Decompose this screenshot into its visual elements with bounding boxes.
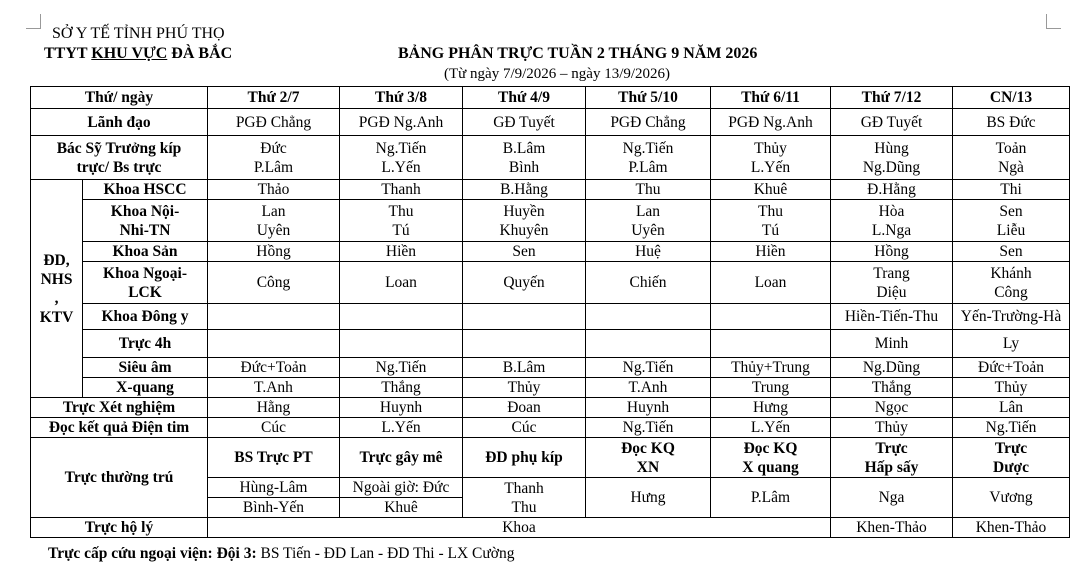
doctors-row [31,136,1070,180]
table-cell: Minh [831,330,953,358]
table-cell: Ng.Tiến [586,358,711,378]
row-label: Trực 4h [83,330,208,358]
table-cell [831,136,953,180]
table-cell: Công [208,262,340,304]
header-row [31,87,1070,109]
table-cell: Đ.Hằng [831,180,953,200]
table-cell: L.Yến [711,418,831,438]
table-cell [711,330,831,358]
san-row [31,242,1070,262]
hscc-row [31,180,1070,200]
cell-line: Liễu [996,221,1026,239]
table-cell: Sen [953,242,1070,262]
table-cell: GĐ Tuyết [831,109,953,136]
footer-note [48,545,514,563]
cell-line: Trực [875,439,908,457]
cell-line: Ng.Dũng [862,158,921,176]
table-cell [208,330,340,358]
corner-crop-mark-left [26,14,41,29]
cell-line: L.Nga [871,221,912,239]
cell-line: Lan [635,202,661,220]
table-cell: Trung [711,378,831,398]
table-cell: Thi [953,180,1070,200]
table-cell [463,200,586,242]
table-cell [711,304,831,330]
cell-line: Thu [388,202,414,220]
table-cell: Ng.Dũng [831,358,953,378]
thuongtru-header-row [31,438,1070,478]
cell-line: Thủy [754,139,787,157]
cell-line: Huyền [503,202,545,220]
table-cell [340,330,463,358]
subheader-cell [711,438,831,478]
cell-line: Dược [993,458,1029,476]
page-title: BẢNG PHÂN TRỰC TUẦN 2 THÁNG 9 NĂM 2026 [398,45,758,62]
table-cell: P.Lâm [711,478,831,518]
table-cell: L.Yến [340,418,463,438]
row-label-line: Bác Sỹ Trưởng kíp [56,139,182,157]
table-cell: Lân [953,398,1070,418]
row-label: Trực hộ lý [31,518,208,538]
subheader-cell: Trực gây mê [340,438,463,478]
table-cell: Khuê [711,180,831,200]
subheader-cell [831,438,953,478]
dongy-row [31,304,1070,330]
cell-line: L.Yến [750,158,791,176]
table-cell [208,200,340,242]
table-cell: Chiến [586,262,711,304]
table-cell: Loan [340,262,463,304]
day-header: Thứ 3/8 [340,87,463,109]
table-cell [831,200,953,242]
table-cell [831,262,953,304]
row-label: Khoa HSCC [83,180,208,200]
table-cell: PGĐ Chẳng [586,109,711,136]
row-label: Khoa Đông y [83,304,208,330]
table-cell: T.Anh [586,378,711,398]
cell-line: P.Lâm [628,158,668,176]
row-label-line: trực/ Bs trực [76,158,162,176]
table-cell: Thủy+Trung [711,358,831,378]
org-line-1: SỞ Y TẾ TỈNH PHÚ THỌ [52,25,225,42]
table-cell: B.Lâm [463,358,586,378]
cell-line: Bình [508,158,540,176]
table-cell: Sen [463,242,586,262]
table-cell [711,136,831,180]
table-cell [340,136,463,180]
row-label: Khoa Sản [83,242,208,262]
table-cell: Vương [953,478,1070,518]
cell-line: Đức [260,139,287,157]
subheader-cell: BS Trực PT [208,438,340,478]
ngoai-row [31,262,1070,304]
table-cell [463,330,586,358]
cell-line: Uyên [256,221,291,239]
row-label: Trực Xét nghiệm [31,398,208,418]
table-cell: Huynh [340,398,463,418]
table-cell: Cúc [208,418,340,438]
row-label [83,200,208,242]
group-label-line: NHS [40,270,73,288]
table-cell: Hằng [208,398,340,418]
cell-line: Tú [761,221,780,239]
org-line-2-pre: TTYT [44,45,92,62]
table-cell [463,136,586,180]
table-cell: Hiền [711,242,831,262]
table-cell [586,200,711,242]
header-label: Thứ/ ngày [31,87,208,109]
table-cell: Thanh [340,180,463,200]
day-header: Thứ 6/11 [711,87,831,109]
table-cell: GĐ Tuyết [463,109,586,136]
leadership-row [31,109,1070,136]
footer-normal: BS Tiến - ĐD Lan - ĐD Thi - LX Cường [256,545,515,562]
cell-line: XN [636,458,660,476]
cell-line: Đọc KQ [621,439,675,457]
group-label-line: ĐD, [43,251,70,269]
table-cell [208,304,340,330]
table-cell: Thu [586,180,711,200]
table-cell: Đức+Toản [208,358,340,378]
xetnghiem-row [31,398,1070,418]
table-cell: Đoan [463,398,586,418]
footer-bold: Trực cấp cứu ngoại viện: Đội 3: [48,545,257,562]
cell-line: Trực [994,439,1028,457]
day-header: Thứ 5/10 [586,87,711,109]
day-header: Thứ 4/9 [463,87,586,109]
group-label-line: KTV [39,308,74,326]
day-header: Thứ 2/7 [208,87,340,109]
cell-line: Đọc KQ [743,439,798,457]
table-cell: Hiền [340,242,463,262]
row-label: Trực thường trú [31,438,208,518]
row-label [83,262,208,304]
table-cell: Ly [953,330,1070,358]
day-header: CN/13 [953,87,1070,109]
noi-row [31,200,1070,242]
cell-line: Công [994,283,1028,301]
truc4h-row [31,330,1070,358]
row-label: Siêu âm [83,358,208,378]
table-cell: Bình-Yến [208,498,340,518]
table-cell: Loan [711,262,831,304]
table-cell [340,304,463,330]
page-subtitle: (Từ ngày 7/9/2026 – ngày 13/9/2026) [444,66,671,82]
cell-line: Thu [758,202,783,220]
row-label: Lãnh đạo [31,109,208,136]
cell-line: Tú [392,221,410,239]
day-header: Thứ 7/12 [831,87,953,109]
cell-line: Thanh [504,479,544,497]
cell-line: Toản [995,139,1027,157]
row-label-line: Khoa Ngoại- [103,264,187,282]
cell-line: Diệu [876,283,907,301]
table-cell: Huynh [586,398,711,418]
table-cell [208,136,340,180]
table-cell: Đức+Toản [953,358,1070,378]
table-cell: Hùng-Lâm [208,478,340,498]
cell-line: X quang [742,458,799,476]
row-label-line: Khoa Nội- [110,202,180,220]
table-cell [463,478,586,518]
table-cell: Ng.Tiến [586,418,711,438]
cell-line: Sen [999,202,1023,220]
table-cell: PGĐ Ng.Anh [340,109,463,136]
corner-crop-mark-right [1046,14,1061,29]
cell-line: P.Lâm [253,158,294,176]
cell-line: Hùng [874,139,909,157]
table-cell: Ng.Tiến [953,418,1070,438]
table-cell: B.Hằng [463,180,586,200]
table-cell: PGĐ Ng.Anh [711,109,831,136]
table-cell: Yến-Trường-Hà [953,304,1070,330]
subheader-cell: ĐD phụ kíp [463,438,586,478]
cell-line: Lan [261,202,286,220]
duty-schedule-table [30,86,1070,538]
holy-row [31,518,1070,538]
row-label-line: LCK [128,283,162,301]
row-label-line: Nhi-TN [119,221,171,239]
table-cell: Hiền-Tiến-Thu [831,304,953,330]
table-cell: Hồng [208,242,340,262]
table-cell: Thủy [463,378,586,398]
table-cell: Khoa [208,518,831,538]
table-cell: Thủy [831,418,953,438]
table-cell [953,262,1070,304]
cell-line: Hòa [878,202,905,220]
table-cell [711,200,831,242]
cell-line: B.Lâm [502,139,546,157]
cell-line: Ng.Tiến [622,139,674,157]
cell-line: Trang [873,264,910,282]
table-cell: Ngọc [831,398,953,418]
table-cell [953,136,1070,180]
subheader-cell [586,438,711,478]
table-cell: BS Đức [953,109,1070,136]
table-cell: Ng.Tiến [340,358,463,378]
table-cell: Thảo [208,180,340,200]
table-cell: Huệ [586,242,711,262]
table-cell [586,330,711,358]
table-cell [340,200,463,242]
table-cell: Nga [831,478,953,518]
row-label: X-quang [83,378,208,398]
org-line-2-underlined: KHU VỰC [91,45,168,62]
table-cell [586,136,711,180]
table-cell [463,304,586,330]
cell-line: Thu [511,498,537,516]
org-line-2 [44,45,232,63]
table-cell [953,200,1070,242]
subheader-cell [953,438,1070,478]
table-cell: PGĐ Chẳng [208,109,340,136]
table-cell: Khen-Thảo [831,518,953,538]
xquang-row [31,378,1070,398]
table-cell: T.Anh [208,378,340,398]
cell-line: Ng.Tiến [375,139,427,157]
table-cell: Hưng [711,398,831,418]
table-cell: Thắng [831,378,953,398]
table-cell: Thắng [340,378,463,398]
table-cell: Khuê [340,498,463,518]
group-label-line: , [54,289,59,307]
table-cell: Cúc [463,418,586,438]
table-cell: Hưng [586,478,711,518]
sieuam-row [31,358,1070,378]
table-cell [586,304,711,330]
staff-group-label [31,180,83,398]
table-cell: Ngoài giờ: Đức [340,478,463,498]
cell-line: L.Yến [381,158,421,176]
table-cell: Thủy [953,378,1070,398]
row-label: Đọc kết quả Điện tim [31,418,208,438]
table-cell: Hồng [831,242,953,262]
row-label [31,136,208,180]
table-cell: Khen-Thảo [953,518,1070,538]
table-cell: Quyến [463,262,586,304]
dientim-row [31,418,1070,438]
cell-line: Khánh [990,264,1032,282]
cell-line: Hấp sấy [864,458,919,476]
cell-line: Uyên [631,221,665,239]
org-line-2-post: ĐÀ BẮC [167,45,233,62]
cell-line: Ngà [998,158,1024,176]
cell-line: Khuyên [499,221,549,239]
